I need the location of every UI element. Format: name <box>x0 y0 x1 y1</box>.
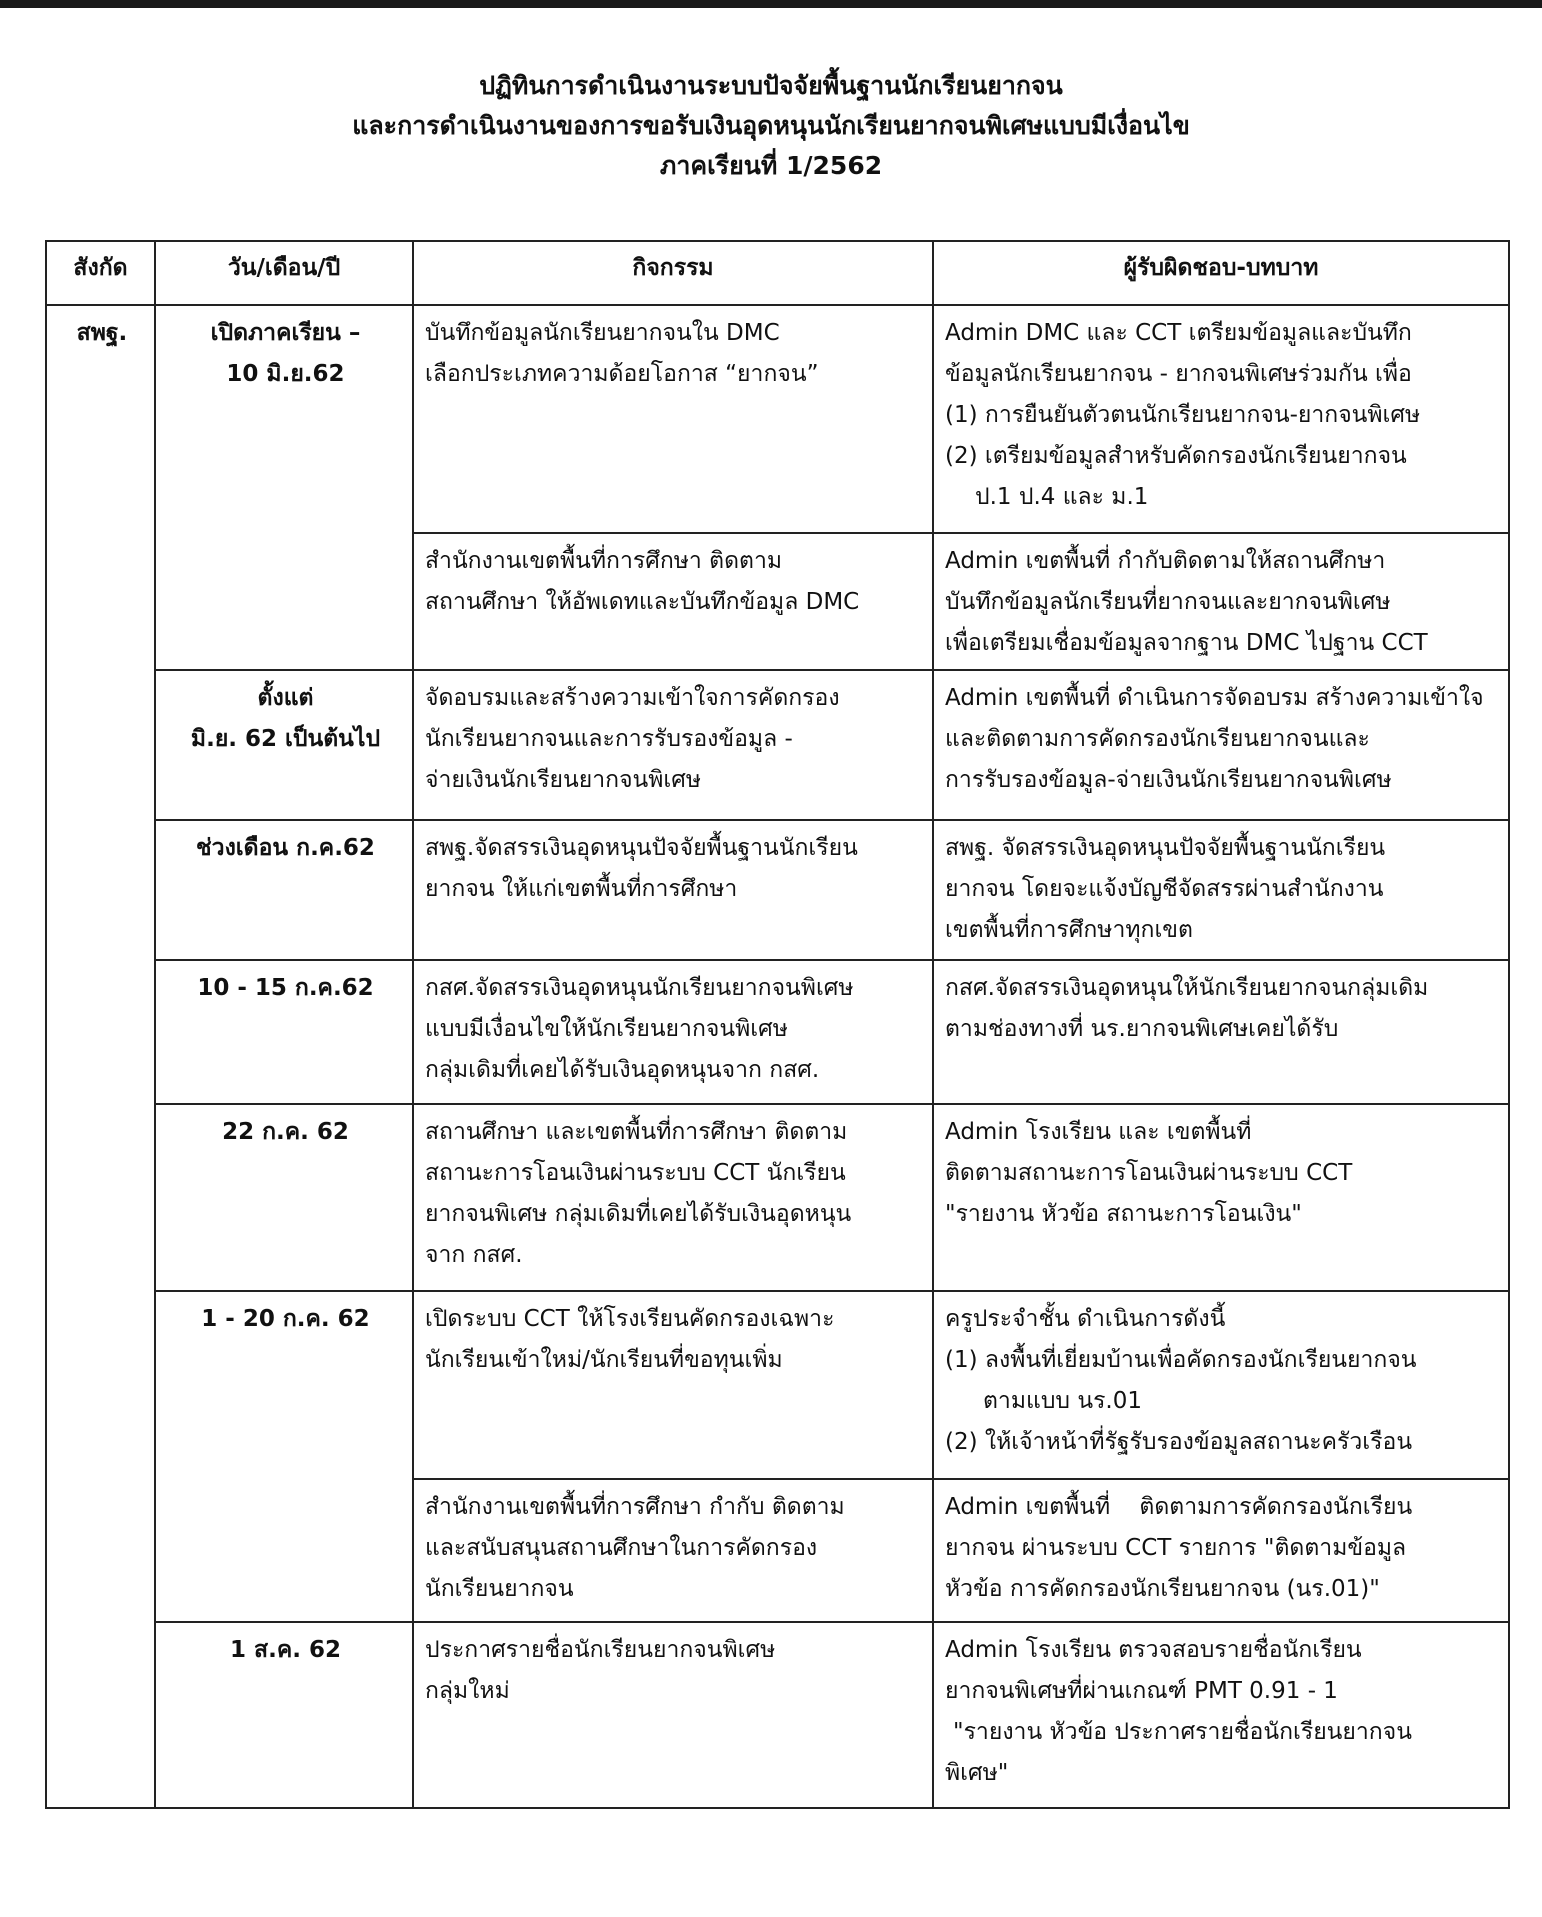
table-header-row <box>46 241 1509 305</box>
col-header-date: วัน/เดือน/ปี <box>155 241 413 305</box>
role-line: Admin เขตพื้นที่ ดำเนินการจัดอบรม สร้างความเข้าใจ <box>945 685 1484 711</box>
table-row <box>46 820 1509 960</box>
activity-line: สำนักงานเขตพื้นที่การศึกษา ติดตาม <box>425 548 783 574</box>
activity-line: กลุ่มใหม่ <box>425 1678 510 1704</box>
role-cell <box>933 1479 1509 1622</box>
role-line: Admin เขตพื้นที่ ติดตามการคัดกรองนักเรียน <box>945 1494 1413 1520</box>
role-line: พิเศษ" <box>945 1760 1009 1786</box>
activity-line: ยากจนพิเศษ กลุ่มเดิมที่เคยได้รับเงินอุดหนุน <box>425 1201 852 1227</box>
activity-cell <box>413 1622 933 1808</box>
role-line: ยากจน โดยจะแจ้งบัญชีจัดสรรผ่านสำนักงาน <box>945 876 1384 902</box>
date-line: 22 ก.ค. 62 <box>222 1119 349 1145</box>
col-header-role: ผู้รับผิดชอบ-บทบาท <box>933 241 1509 305</box>
title-line-3: ภาคเรียนที่ 1/2562 <box>659 151 883 180</box>
title-line-1: ปฏิทินการดำเนินงานระบบปัจจัยพื้นฐานนักเรียนยากจน <box>479 71 1063 100</box>
date-cell <box>155 1291 413 1622</box>
role-cell <box>933 960 1509 1104</box>
table-row <box>46 670 1509 820</box>
role-line: ข้อมูลนักเรียนยากจน - ยากจนพิเศษร่วมกัน เพื่อ <box>945 361 1412 387</box>
role-line: ครูประจำชั้น ดำเนินการดังนี้ <box>945 1306 1226 1332</box>
activity-cell <box>413 960 933 1104</box>
activity-line: นักเรียนยากจนและการรับรองข้อมูล - <box>425 726 793 752</box>
title-line-2: และการดำเนินงานของการขอรับเงินอุดหนุนนักเรียนยากจนพิเศษแบบมีเงื่อนไข <box>352 111 1190 140</box>
role-cell <box>933 1104 1509 1291</box>
role-cell <box>933 670 1509 820</box>
date-line: มิ.ย. 62 เป็นต้นไป <box>190 726 381 752</box>
activity-cell <box>413 820 933 960</box>
role-line: ยากจน ผ่านระบบ CCT รายการ "ติดตามข้อมูล <box>945 1535 1407 1561</box>
activity-line: จาก กสศ. <box>425 1242 523 1268</box>
role-line: ติดตามสถานะการโอนเงินผ่านระบบ CCT <box>945 1160 1353 1186</box>
table-row <box>46 1104 1509 1291</box>
role-line: หัวข้อ การคัดกรองนักเรียนยากจน (นร.01)" <box>945 1576 1380 1602</box>
activity-line: ประกาศรายชื่อนักเรียนยากจนพิเศษ <box>425 1637 776 1663</box>
activity-cell <box>413 305 933 533</box>
activity-line: และสนับสนุนสถานศึกษาในการคัดกรอง <box>425 1535 818 1561</box>
activity-line: บันทึกข้อมูลนักเรียนยากจนใน DMC <box>425 320 780 346</box>
activity-line: แบบมีเงื่อนไขให้นักเรียนยากจนพิเศษ <box>425 1016 788 1042</box>
activity-line: ยากจน ให้แก่เขตพื้นที่การศึกษา <box>425 876 738 902</box>
role-line: ตามแบบ นร.01 <box>983 1388 1143 1414</box>
date-line: 1 ส.ค. 62 <box>230 1637 341 1663</box>
date-line: 1 - 20 ก.ค. 62 <box>201 1306 370 1332</box>
role-line: และติดตามการคัดกรองนักเรียนยากจนและ <box>945 726 1370 752</box>
role-line: ป.1 ป.4 และ ม.1 <box>975 484 1149 510</box>
date-cell <box>155 960 413 1104</box>
activity-line: เปิดระบบ CCT ให้โรงเรียนคัดกรองเฉพาะ <box>425 1306 835 1332</box>
table-row <box>46 1291 1509 1479</box>
document-header <box>0 66 1542 186</box>
role-line: บันทึกข้อมูลนักเรียนที่ยากจนและยากจนพิเศษ <box>945 589 1391 615</box>
activity-line: สำนักงานเขตพื้นที่การศึกษา กำกับ ติดตาม <box>425 1494 845 1520</box>
activity-cell <box>413 1291 933 1479</box>
role-line: Admin โรงเรียน ตรวจสอบรายชื่อนักเรียน <box>945 1637 1362 1663</box>
date-cell <box>155 820 413 960</box>
activity-line: สถานศึกษา ให้อัพเดทและบันทึกข้อมูล DMC <box>425 589 860 615</box>
date-cell <box>155 305 413 670</box>
activity-line: เลือกประเภทความด้อยโอกาส “ยากจน” <box>425 361 819 387</box>
col-header-activity: กิจกรรม <box>413 241 933 305</box>
role-cell <box>933 820 1509 960</box>
activity-cell <box>413 670 933 820</box>
role-line: สพฐ. จัดสรรเงินอุดหนุนปัจจัยพื้นฐานนักเรียน <box>945 835 1386 861</box>
date-line: ตั้งแต่ <box>257 685 314 711</box>
role-line: Admin เขตพื้นที่ กำกับติดตามให้สถานศึกษา <box>945 548 1386 574</box>
activity-line: นักเรียนเข้าใหม่/นักเรียนที่ขอทุนเพิ่ม <box>425 1347 783 1373</box>
activity-line: สพฐ.จัดสรรเงินอุดหนุนปัจจัยพื้นฐานนักเรียน <box>425 835 858 861</box>
activity-cell <box>413 533 933 670</box>
col-header-agency: สังกัด <box>46 241 155 305</box>
role-line: เขตพื้นที่การศึกษาทุกเขต <box>945 917 1193 943</box>
role-line: (2) เตรียมข้อมูลสำหรับคัดกรองนักเรียนยากจน <box>945 443 1407 469</box>
activity-line: กลุ่มเดิมที่เคยได้รับเงินอุดหนุนจาก กสศ. <box>425 1057 820 1083</box>
role-line: (1) การยืนยันตัวตนนักเรียนยากจน-ยากจนพิเศษ <box>945 402 1421 428</box>
role-line: (1) ลงพื้นที่เยี่ยมบ้านเพื่อคัดกรองนักเรียนยากจน <box>945 1347 1417 1373</box>
activity-line: สถานะการโอนเงินผ่านระบบ CCT นักเรียน <box>425 1160 846 1186</box>
date-line: 10 มิ.ย.62 <box>226 361 345 387</box>
activity-line: จัดอบรมและสร้างความเข้าใจการคัดกรอง <box>425 685 840 711</box>
date-line: เปิดภาคเรียน – <box>210 320 361 346</box>
table-row <box>46 305 1509 533</box>
role-cell <box>933 1291 1509 1479</box>
schedule-table <box>45 240 1510 1809</box>
role-line: การรับรองข้อมูล-จ่ายเงินนักเรียนยากจนพิเศษ <box>945 767 1392 793</box>
role-line: Admin โรงเรียน และ เขตพื้นที่ <box>945 1119 1252 1145</box>
role-line: ตามช่องทางที่ นร.ยากจนพิเศษเคยได้รับ <box>945 1016 1339 1042</box>
activity-cell <box>413 1479 933 1622</box>
date-line: 10 - 15 ก.ค.62 <box>197 975 374 1001</box>
activity-line: สถานศึกษา และเขตพื้นที่การศึกษา ติดตาม <box>425 1119 848 1145</box>
table-row <box>46 1622 1509 1808</box>
role-line: "รายงาน หัวข้อ ประกาศรายชื่อนักเรียนยากจน <box>953 1719 1412 1745</box>
date-cell <box>155 1104 413 1291</box>
activity-cell <box>413 1104 933 1291</box>
role-cell <box>933 1622 1509 1808</box>
agency-cell: สพฐ. <box>46 305 155 1808</box>
role-line: (2) ให้เจ้าหน้าที่รัฐรับรองข้อมูลสถานะครัวเรือน <box>945 1429 1413 1455</box>
date-cell <box>155 1622 413 1808</box>
table-row <box>46 960 1509 1104</box>
role-line: กสศ.จัดสรรเงินอุดหนุนให้นักเรียนยากจนกลุ่มเดิม <box>945 975 1429 1001</box>
date-cell <box>155 670 413 820</box>
role-cell <box>933 533 1509 670</box>
role-line: "รายงาน หัวข้อ สถานะการโอนเงิน" <box>945 1201 1302 1227</box>
top-border-bar <box>0 0 1542 8</box>
activity-line: กสศ.จัดสรรเงินอุดหนุนนักเรียนยากจนพิเศษ <box>425 975 854 1001</box>
role-cell <box>933 305 1509 533</box>
role-line: ยากจนพิเศษที่ผ่านเกณฑ์ PMT 0.91 - 1 <box>945 1678 1338 1704</box>
role-line: Admin DMC และ CCT เตรียมข้อมูลและบันทึก <box>945 320 1412 346</box>
activity-line: จ่ายเงินนักเรียนยากจนพิเศษ <box>425 767 702 793</box>
role-line: เพื่อเตรียมเชื่อมข้อมูลจากฐาน DMC ไปฐาน CCT <box>945 630 1428 656</box>
date-line: ช่วงเดือน ก.ค.62 <box>196 835 375 861</box>
activity-line: นักเรียนยากจน <box>425 1576 574 1602</box>
